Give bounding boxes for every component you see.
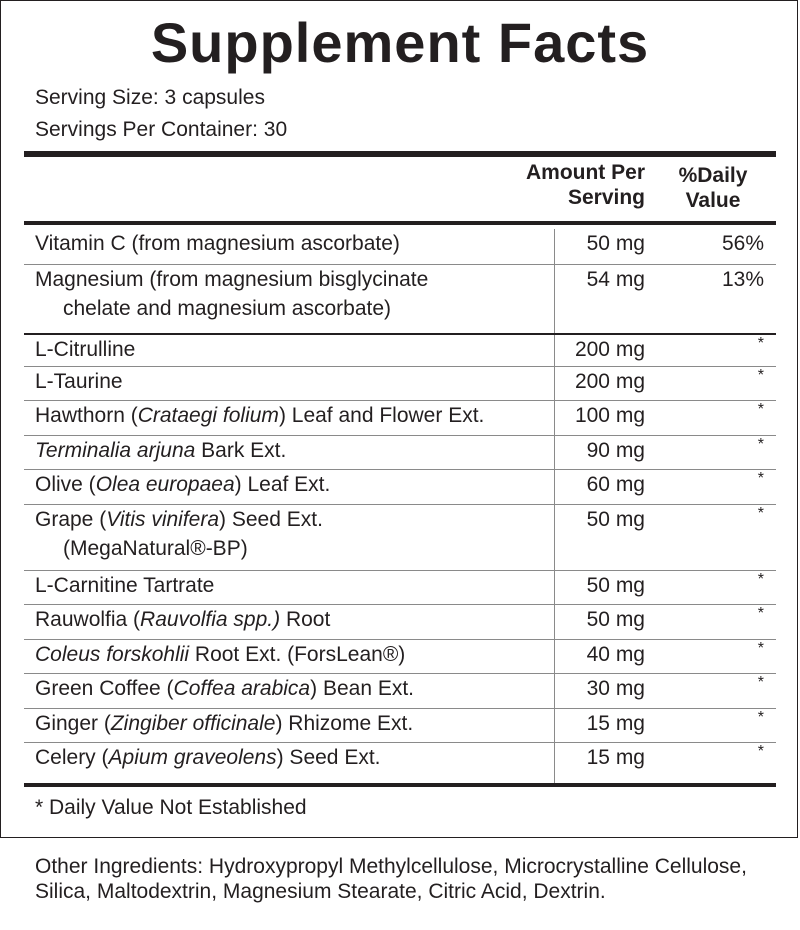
ingredient-text: Green Coffee (	[35, 677, 174, 700]
ingredient-text: L-Carnitine Tartrate	[35, 574, 215, 597]
ingredient-name	[35, 743, 381, 772]
table-row	[24, 367, 776, 401]
daily-value: *	[757, 674, 764, 691]
ingredient-name-line1	[35, 508, 323, 531]
amount-per-serving: 54 mg	[586, 268, 645, 291]
column-separator	[554, 505, 555, 570]
botanical-name: Vitis vinifera	[106, 508, 220, 531]
daily-value: *	[757, 640, 764, 657]
ingredient-name	[35, 470, 330, 499]
amount-per-serving: 100 mg	[574, 404, 645, 427]
amount-per-serving: 50 mg	[586, 574, 645, 597]
dv-header-line2: Value	[685, 189, 741, 212]
table-row	[24, 640, 776, 674]
ingredient-name-line1	[35, 268, 428, 291]
ingredient-text: ) Leaf and Flower Ext.	[278, 404, 485, 427]
ingredient-text: L-Taurine	[35, 370, 123, 393]
table-row	[24, 743, 776, 783]
daily-value: 56%	[721, 232, 764, 255]
amount-per-serving: 50 mg	[586, 232, 645, 255]
ingredient-name	[35, 367, 123, 396]
ingredient-name-line1	[35, 338, 135, 361]
column-separator	[554, 335, 555, 366]
ingredient-name	[35, 401, 484, 430]
servings-per-container: Servings Per Container: 30	[35, 118, 288, 141]
table-row	[24, 436, 776, 470]
daily-value: *	[757, 505, 764, 522]
table-row	[24, 401, 776, 436]
table-row	[24, 571, 776, 605]
amount-per-serving: 200 mg	[574, 338, 645, 361]
amount-header-line2: Serving	[567, 186, 645, 209]
table-row	[24, 229, 776, 265]
ingredient-text: Ginger (	[35, 712, 111, 735]
ingredient-text: ) Seed Ext.	[276, 746, 381, 769]
botanical-name: Crataegi folium	[137, 404, 279, 427]
botanical-name: Coleus forskohlii	[35, 643, 190, 666]
ingredient-name-line2: (MegaNatural®-BP)	[63, 537, 248, 560]
column-separator	[554, 229, 555, 264]
ingredient-name-line1	[35, 746, 381, 769]
column-separator	[554, 367, 555, 400]
ingredient-name-line1	[35, 370, 123, 393]
ingredient-text: Magnesium (from magnesium bisglycinate	[35, 268, 429, 291]
column-separator	[554, 709, 555, 742]
ingredient-name-line1	[35, 404, 484, 427]
ingredient-name	[35, 640, 405, 669]
vitamin-group-rule	[24, 333, 776, 335]
ingredient-text: Bark Ext.	[195, 439, 287, 462]
ingredient-text: Celery (	[35, 746, 109, 769]
ingredient-name-line1	[35, 643, 405, 666]
amount-per-serving: 50 mg	[586, 508, 645, 531]
ingredient-text: ) Seed Ext.	[219, 508, 323, 531]
daily-value: *	[757, 335, 764, 352]
daily-value: *	[757, 401, 764, 418]
ingredient-name-line1	[35, 473, 330, 496]
ingredient-text: Hawthorn (	[35, 404, 138, 427]
amount-per-serving: 30 mg	[586, 677, 645, 700]
column-separator	[554, 605, 555, 639]
botanical-name: Apium graveolens	[108, 746, 277, 769]
column-separator	[554, 470, 555, 504]
ingredient-text: Root Ext. (ForsLean®)	[189, 643, 406, 666]
amount-per-serving: 90 mg	[586, 439, 645, 462]
ingredient-text: Rauwolfia (	[35, 608, 141, 631]
ingredient-text: Root	[280, 608, 331, 631]
botanical-name: Olea europaea	[95, 473, 235, 496]
ingredient-name	[35, 265, 428, 323]
table-row	[24, 709, 776, 743]
table-row	[24, 505, 776, 571]
table-row	[24, 335, 776, 367]
ingredient-name-line2: chelate and magnesium ascorbate)	[63, 297, 392, 320]
ingredient-text: Vitamin C (from magnesium ascorbate)	[35, 232, 400, 255]
ingredient-name-line1	[35, 677, 414, 700]
daily-value: *	[757, 571, 764, 588]
daily-value: *	[757, 367, 764, 384]
table-row	[24, 470, 776, 505]
ingredient-name	[35, 436, 286, 465]
ingredient-name	[35, 335, 135, 364]
ingredient-text: Grape (	[35, 508, 107, 531]
daily-value: *	[757, 605, 764, 622]
ingredient-name	[35, 605, 330, 634]
botanical-name: Terminalia arjuna	[35, 439, 196, 462]
daily-value: *	[757, 743, 764, 760]
ingredient-text: ) Rhizome Ext.	[275, 712, 414, 735]
amount-header-line1: Amount Per	[525, 161, 645, 184]
ingredient-name	[35, 674, 414, 703]
other-ingredients: Other Ingredients: Hydroxypropyl Methylcellulose, Microcrystalline Cellulose, Silica, Maltodextrin, Magnesium Stearate, Citric Acid, Dextrin.	[35, 855, 747, 903]
table-row	[24, 265, 776, 333]
ingredient-name-line1	[35, 232, 400, 255]
table-row	[24, 674, 776, 709]
botanical-name: Zingiber officinale	[110, 712, 276, 735]
daily-value: *	[757, 709, 764, 726]
dv-header-line1: %Daily	[678, 164, 748, 187]
ingredient-name	[35, 229, 400, 258]
ingredient-text: L-Citrulline	[35, 338, 136, 361]
serving-size: Serving Size: 3 capsules	[35, 86, 265, 109]
column-separator	[554, 401, 555, 435]
column-separator	[554, 640, 555, 673]
thick-rule-top	[24, 151, 776, 157]
botanical-name: Coffea arabica	[173, 677, 311, 700]
amount-per-serving: 15 mg	[586, 746, 645, 769]
ingredient-text: Olive (	[35, 473, 96, 496]
ingredient-name	[35, 505, 323, 563]
panel-title: Supplement Facts	[150, 11, 650, 74]
ingredient-name	[35, 571, 214, 600]
amount-per-serving: 60 mg	[586, 473, 645, 496]
daily-value-footnote: * Daily Value Not Established	[35, 796, 307, 819]
ingredient-name-line1	[35, 712, 413, 735]
amount-per-serving-header	[526, 160, 645, 210]
thick-rule-bottom	[24, 783, 776, 787]
ingredient-name-line1	[35, 574, 214, 597]
ingredient-text: ) Bean Ext.	[310, 677, 415, 700]
header-rule	[24, 221, 776, 225]
daily-value: *	[757, 470, 764, 487]
daily-value: 13%	[721, 268, 764, 291]
ingredient-name	[35, 709, 413, 738]
column-separator	[554, 571, 555, 604]
amount-per-serving: 40 mg	[586, 643, 645, 666]
botanical-name: Rauvolfia spp.)	[140, 608, 281, 631]
column-separator	[554, 265, 555, 333]
daily-value-header	[663, 163, 763, 213]
amount-per-serving: 200 mg	[574, 370, 645, 393]
column-separator	[554, 674, 555, 708]
ingredient-name-line1	[35, 439, 286, 462]
ingredient-text: ) Leaf Ext.	[234, 473, 331, 496]
table-row	[24, 605, 776, 640]
column-separator	[554, 436, 555, 469]
amount-per-serving: 50 mg	[586, 608, 645, 631]
column-separator	[554, 743, 555, 783]
ingredient-name-line1	[35, 608, 330, 631]
daily-value: *	[757, 436, 764, 453]
amount-per-serving: 15 mg	[586, 712, 645, 735]
